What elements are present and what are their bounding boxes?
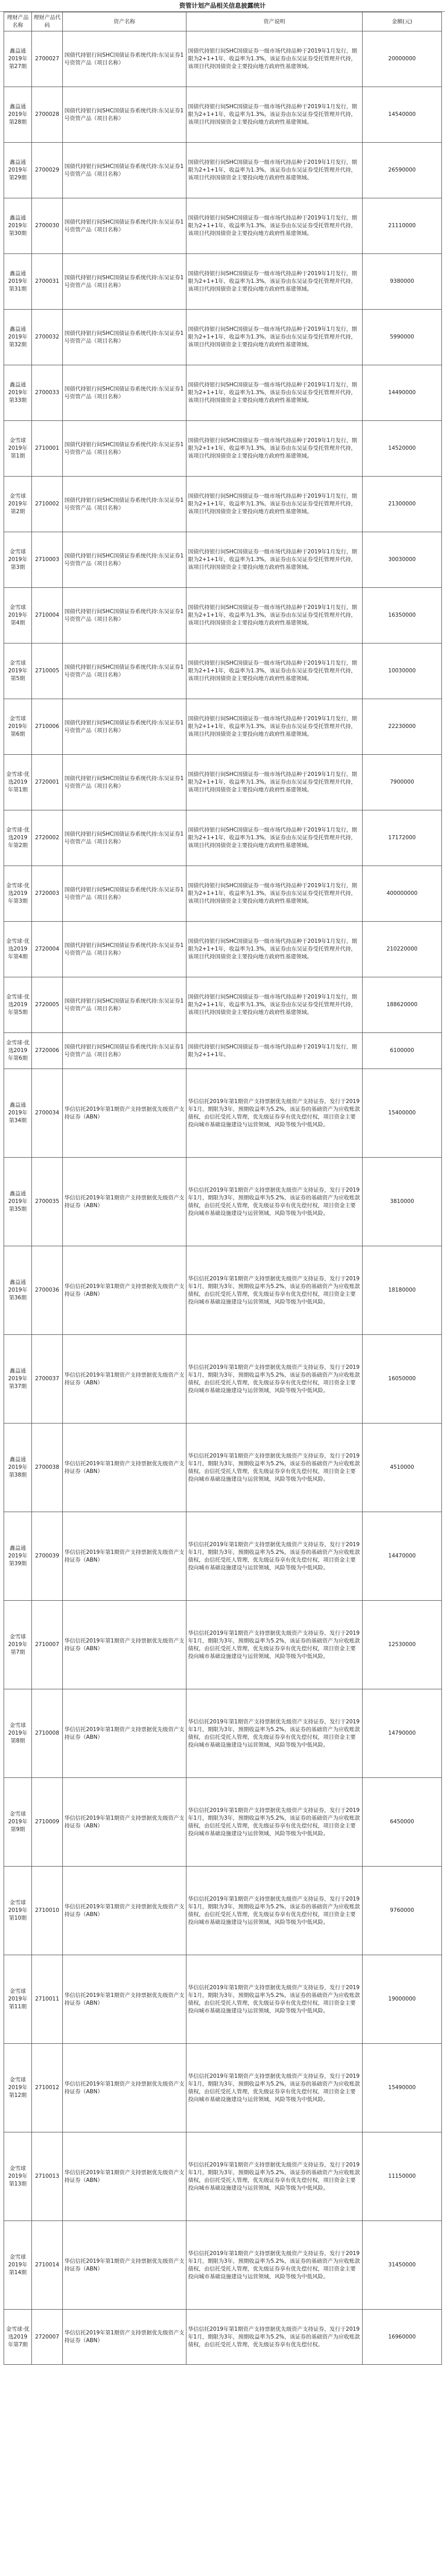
product-code-cell: 2700028 xyxy=(32,87,63,143)
amount-cell: 9380000 xyxy=(363,254,442,310)
asset-name-cell: 国债代持银行间SHC国债证券系统代持:东吴证券1号资管产品（项目名称） xyxy=(63,1033,186,1069)
asset-name-cell: 国债代持银行间SHC国债证券系统代持:东吴证券1号资管产品（项目名称） xyxy=(63,866,186,922)
asset-description-cell: 华信信托2019年第1期资产支持票据优先级资产支持证券，发行于2019年1月，期限为3年，预期收益率为5.2%，该证券的基础资产为应收账款债权，由信托受托人管理，优先级证券享有优先偿付权，项目资金主要投向城市基础设施建设与运营领域，风险等级为中低风险。 xyxy=(186,1335,363,1423)
asset-name-cell: 国债代持银行间SHC国债证券系统代持:东吴证券1号资管产品（项目名称） xyxy=(63,365,186,421)
amount-cell: 15490000 xyxy=(363,2044,442,2132)
product-name-cell: 鑫益通2019年第38期 xyxy=(4,1423,32,1512)
table-row xyxy=(4,699,442,755)
asset-description-cell: 国债代持银行间SHC国债证券一级市场代持品种于2019年1月发行，期限为2+1+1年，收益率为1.3%，该证券由东吴证券受托管理并代持，该项目代持国债资金主要投向地方政府性基建领域。 xyxy=(186,977,363,1033)
amount-cell: 14540000 xyxy=(363,87,442,143)
table-row xyxy=(4,2221,442,2310)
product-code-cell: 2710009 xyxy=(32,1778,63,1867)
asset-name-cell: 华信信托2019年第1期资产支持票据优先级资产支持证券（ABN） xyxy=(63,1335,186,1423)
asset-description-cell: 国债代持银行间SHC国债证券一级市场代持品种于2019年1月发行，期限为2+1+1年，收益率为1.3%，该证券由东吴证券受托管理并代持，该项目代持国债资金主要投向地方政府性基建领域。 xyxy=(186,310,363,365)
asset-description-cell: 华信信托2019年第1期资产支持票据优先级资产支持证券，发行于2019年1月，期限为3年，预期收益率为5.2%，该证券的基础资产为应收账款债权，由信托受托人管理，优先级证券享有优先偿付权，项目资金主要投向城市基础设施建设与运营领域，风险等级为中低风险。 xyxy=(186,1069,363,1158)
asset-name-cell: 华信信托2019年第1期资产支持票据优先级资产支持证券（ABN） xyxy=(63,1778,186,1867)
product-code-cell: 2710007 xyxy=(32,1601,63,1689)
product-name-cell: 金雪球2019年第3期 xyxy=(4,532,32,588)
product-name-cell: 金雪球2019年第14期 xyxy=(4,2221,32,2310)
table-row xyxy=(4,643,442,699)
product-name-cell: 金雪球2019年第5期 xyxy=(4,643,32,699)
table-row xyxy=(4,2044,442,2132)
product-name-cell: 金雪球2019年第4期 xyxy=(4,588,32,643)
table-row xyxy=(4,866,442,922)
amount-cell: 15400000 xyxy=(363,1069,442,1158)
column-header-product-name: 理财产品名称 xyxy=(4,12,32,31)
amount-cell: 30030000 xyxy=(363,532,442,588)
asset-name-cell: 国债代持银行间SHC国债证券系统代持:东吴证券1号资管产品（项目名称） xyxy=(63,922,186,977)
asset-name-cell: 国债代持银行间SHC国债证券系统代持:东吴证券1号资管产品（项目名称） xyxy=(63,87,186,143)
asset-name-cell: 国债代持银行间SHC国债证券系统代持:东吴证券1号资管产品（项目名称） xyxy=(63,254,186,310)
asset-name-cell: 国债代持银行间SHC国债证券系统代持:东吴证券1号资管产品（项目名称） xyxy=(63,532,186,588)
asset-name-cell: 国债代持银行间SHC国债证券系统代持:东吴证券1号资管产品（项目名称） xyxy=(63,421,186,477)
product-code-cell: 2710003 xyxy=(32,532,63,588)
asset-description-cell: 国债代持银行间SHC国债证券一级市场代持品种于2019年1月发行，期限为2+1+1年，收益率为1.3%，该证券由东吴证券受托管理并代持，该项目代持国债资金主要投向地方政府性基建领域。 xyxy=(186,810,363,866)
asset-name-cell: 国债代持银行间SHC国债证券系统代持:东吴证券1号资管产品（项目名称） xyxy=(63,477,186,532)
asset-name-cell: 华信信托2019年第1期资产支持票据优先级资产支持证券（ABN） xyxy=(63,1601,186,1689)
asset-description-cell: 国债代持银行间SHC国债证券一级市场代持品种于2019年1月发行，期限为2+1+1年，收益率为1.3%，该证券由东吴证券受托管理并代持，该项目代持国债资金主要投向地方政府性基建领域。 xyxy=(186,643,363,699)
amount-cell: 19000000 xyxy=(363,1955,442,2044)
asset-table xyxy=(4,12,442,2365)
asset-name-cell: 国债代持银行间SHC国债证券系统代持:东吴证券1号资管产品（项目名称） xyxy=(63,198,186,254)
column-header-asset-name: 资产名称 xyxy=(63,12,186,31)
product-name-cell: 金雪球2019年第2期 xyxy=(4,477,32,532)
asset-name-cell: 国债代持银行间SHC国债证券系统代持:东吴证券1号资管产品（项目名称） xyxy=(63,699,186,755)
amount-cell: 6100000 xyxy=(363,1033,442,1069)
amount-cell: 14790000 xyxy=(363,1689,442,1778)
product-code-cell: 2720005 xyxy=(32,977,63,1033)
asset-name-cell: 华信信托2019年第1期资产支持票据优先级资产支持证券（ABN） xyxy=(63,1689,186,1778)
page-title: 资管计划产品相关信息披露统计 xyxy=(0,0,445,12)
product-code-cell: 2700037 xyxy=(32,1335,63,1423)
product-code-cell: 2720004 xyxy=(32,922,63,977)
asset-description-cell: 华信信托2019年第1期资产支持票据优先级资产支持证券，发行于2019年1月，期限为3年，预期收益率为5.2%，该证券的基础资产为应收账款债权，由信托受托人管理，优先级证券享有优先偿付权，项目资金主要投向城市基础设施建设与运营领域，风险等级为中低风险。 xyxy=(186,1158,363,1246)
amount-cell: 31450000 xyxy=(363,2221,442,2310)
amount-cell: 21110000 xyxy=(363,198,442,254)
amount-cell: 16050000 xyxy=(363,1335,442,1423)
product-name-cell: 鑫益通2019年第29期 xyxy=(4,143,32,198)
product-code-cell: 2700036 xyxy=(32,1246,63,1335)
table-row xyxy=(4,1512,442,1601)
product-code-cell: 2720002 xyxy=(32,810,63,866)
asset-name-cell: 华信信托2019年第1期资产支持票据优先级资产支持证券（ABN） xyxy=(63,1955,186,2044)
asset-description-cell: 华信信托2019年第1期资产支持票据优先级资产支持证券，发行于2019年1月，期限为3年，预期收益率为5.2%，该证券的基础资产为应收账款债权，由信托受托人管理，优先级证券享有优先偿付权，项目资金主要投向城市基础设施建设与运营领域，风险等级为中低风险。 xyxy=(186,1246,363,1335)
product-code-cell: 2700027 xyxy=(32,31,63,87)
table-row xyxy=(4,2132,442,2221)
asset-name-cell: 华信信托2019年第1期资产支持票据优先级资产支持证券（ABN） xyxy=(63,1512,186,1601)
product-name-cell: 金雪球·优选2019年第1期 xyxy=(4,755,32,810)
asset-description-cell: 华信信托2019年第1期资产支持票据优先级资产支持证券，发行于2019年1月，期限为3年，预期收益率为5.2%，该证券的基础资产为应收账款债权，由信托受托人管理，优先级证券享有优先偿付权，项目资金主要投向城市基础设施建设与运营领域，风险等级为中低风险。 xyxy=(186,1689,363,1778)
asset-name-cell: 华信信托2019年第1期资产支持票据优先级资产支持证券（ABN） xyxy=(63,1158,186,1246)
table-row xyxy=(4,1423,442,1512)
asset-description-cell: 国债代持银行间SHC国债证券一级市场代持品种于2019年1月发行，期限为2+1+1年，收益率为1.3%，该证券由东吴证券受托管理并代持，该项目代持国债资金主要投向地方政府性基建领域。 xyxy=(186,922,363,977)
product-code-cell: 2720006 xyxy=(32,1033,63,1069)
product-code-cell: 2710010 xyxy=(32,1867,63,1955)
table-row xyxy=(4,1867,442,1955)
asset-description-cell: 华信信托2019年第1期资产支持票据优先级资产支持证券，发行于2019年1月，期限为3年，预期收益率为5.2%，该证券的基础资产为应收账款债权，由信托受托人管理，优先级证券享有优先偿付权，项目资金主要投向城市基础设施建设与运营领域，风险等级为中低风险。 xyxy=(186,1512,363,1601)
amount-cell: 16960000 xyxy=(363,2310,442,2365)
product-name-cell: 金雪球2019年第8期 xyxy=(4,1689,32,1778)
product-code-cell: 2720001 xyxy=(32,755,63,810)
column-header-amount: 金额(元) xyxy=(363,12,442,31)
amount-cell: 188620000 xyxy=(363,977,442,1033)
product-code-cell: 2710005 xyxy=(32,643,63,699)
table-row xyxy=(4,1033,442,1069)
amount-cell: 14490000 xyxy=(363,365,442,421)
asset-name-cell: 华信信托2019年第1期资产支持票据优先级资产支持证券（ABN） xyxy=(63,1867,186,1955)
table-row xyxy=(4,254,442,310)
product-code-cell: 2700039 xyxy=(32,1512,63,1601)
asset-name-cell: 华信信托2019年第1期资产支持票据优先级资产支持证券（ABN） xyxy=(63,2044,186,2132)
product-name-cell: 鑫益通2019年第35期 xyxy=(4,1158,32,1246)
product-code-cell: 2710002 xyxy=(32,477,63,532)
product-name-cell: 鑫益通2019年第31期 xyxy=(4,254,32,310)
asset-name-cell: 国债代持银行间SHC国债证券系统代持:东吴证券1号资管产品（项目名称） xyxy=(63,31,186,87)
asset-description-cell: 华信信托2019年第1期资产支持票据优先级资产支持证券，发行于2019年1月，期限为3年，预期收益率为5.2%，该证券的基础资产为应收账款债权，由信托受托人管理，优先级证券享有优先偿付权。 xyxy=(186,2310,363,2365)
asset-description-cell: 国债代持银行间SHC国债证券一级市场代持品种于2019年1月发行，期限为2+1+1年，收益率为1.3%，该证券由东吴证券受托管理并代持，该项目代持国债资金主要投向地方政府性基建领域。 xyxy=(186,87,363,143)
amount-cell: 16350000 xyxy=(363,588,442,643)
table-row xyxy=(4,477,442,532)
table-row xyxy=(4,1778,442,1867)
table-header-row xyxy=(4,12,442,31)
amount-cell: 14470000 xyxy=(363,1512,442,1601)
product-name-cell: 鑫益通2019年第37期 xyxy=(4,1335,32,1423)
product-name-cell: 鑫益通2019年第32期 xyxy=(4,310,32,365)
product-code-cell: 2710014 xyxy=(32,2221,63,2310)
asset-description-cell: 华信信托2019年第1期资产支持票据优先级资产支持证券，发行于2019年1月，期限为3年，预期收益率为5.2%，该证券的基础资产为应收账款债权，由信托受托人管理，优先级证券享有优先偿付权，项目资金主要投向城市基础设施建设与运营领域，风险等级为中低风险。 xyxy=(186,1867,363,1955)
asset-description-cell: 华信信托2019年第1期资产支持票据优先级资产支持证券，发行于2019年1月，期限为3年，预期收益率为5.2%，该证券的基础资产为应收账款债权，由信托受托人管理，优先级证券享有优先偿付权，项目资金主要投向城市基础设施建设与运营领域，风险等级为中低风险。 xyxy=(186,2221,363,2310)
asset-name-cell: 国债代持银行间SHC国债证券系统代持:东吴证券1号资管产品（项目名称） xyxy=(63,755,186,810)
product-name-cell: 金雪球2019年第12期 xyxy=(4,2044,32,2132)
table-row xyxy=(4,143,442,198)
amount-cell: 10030000 xyxy=(363,643,442,699)
table-row xyxy=(4,2310,442,2365)
asset-description-cell: 国债代持银行间SHC国债证券一级市场代持品种于2019年1月发行，期限为2+1+1年，收益率为1.3%，该证券由东吴证券受托管理并代持，该项目代持国债资金主要投向地方政府性基建领域。 xyxy=(186,421,363,477)
table-row xyxy=(4,532,442,588)
table-row xyxy=(4,365,442,421)
product-code-cell: 2700038 xyxy=(32,1423,63,1512)
asset-description-cell: 国债代持银行间SHC国债证券一级市场代持品种于2019年1月发行，期限为2+1+1年，收益率为1.3%，该证券由东吴证券受托管理并代持，该项目代持国债资金主要投向地方政府性基建领域。 xyxy=(186,365,363,421)
product-code-cell: 2710004 xyxy=(32,588,63,643)
asset-name-cell: 国债代持银行间SHC国债证券系统代持:东吴证券1号资管产品（项目名称） xyxy=(63,977,186,1033)
asset-name-cell: 华信信托2019年第1期资产支持票据优先级资产支持证券（ABN） xyxy=(63,1246,186,1335)
asset-name-cell: 国债代持银行间SHC国债证券系统代持:东吴证券1号资管产品（项目名称） xyxy=(63,810,186,866)
amount-cell: 14520000 xyxy=(363,421,442,477)
product-name-cell: 金雪球·优选2019年第4期 xyxy=(4,922,32,977)
product-name-cell: 金雪球·优选2019年第6期 xyxy=(4,1033,32,1069)
product-code-cell: 2700030 xyxy=(32,198,63,254)
table-row xyxy=(4,198,442,254)
amount-cell: 5990000 xyxy=(363,310,442,365)
column-header-product-code: 理财产品代码 xyxy=(32,12,63,31)
table-body xyxy=(4,31,442,2365)
product-name-cell: 金雪球2019年第7期 xyxy=(4,1601,32,1689)
amount-cell: 7900000 xyxy=(363,755,442,810)
asset-name-cell: 华信信托2019年第1期资产支持票据优先级资产支持证券（ABN） xyxy=(63,1069,186,1158)
product-name-cell: 金雪球2019年第10期 xyxy=(4,1867,32,1955)
table-row xyxy=(4,1158,442,1246)
amount-cell: 6450000 xyxy=(363,1778,442,1867)
product-code-cell: 2710006 xyxy=(32,699,63,755)
table-row xyxy=(4,87,442,143)
asset-description-cell: 国债代持银行间SHC国债证券一级市场代持品种于2019年1月发行，期限为2+1+1年，收益率为1.3%，该证券由东吴证券受托管理并代持，该项目代持国债资金主要投向地方政府性基建领域。 xyxy=(186,755,363,810)
asset-description-cell: 华信信托2019年第1期资产支持票据优先级资产支持证券，发行于2019年1月，期限为3年，预期收益率为5.2%，该证券的基础资产为应收账款债权，由信托受托人管理，优先级证券享有优先偿付权，项目资金主要投向城市基础设施建设与运营领域，风险等级为中低风险。 xyxy=(186,1601,363,1689)
product-name-cell: 金雪球·优选2019年第2期 xyxy=(4,810,32,866)
asset-name-cell: 国债代持银行间SHC国债证券系统代持:东吴证券1号资管产品（项目名称） xyxy=(63,643,186,699)
product-code-cell: 2700034 xyxy=(32,1069,63,1158)
amount-cell: 26590000 xyxy=(363,143,442,198)
asset-description-cell: 国债代持银行间SHC国债证券一级市场代持品种于2019年1月发行，期限为2+1+1年，收益率为1.3%，该证券由东吴证券受托管理并代持，该项目代持国债资金主要投向地方政府性基建领域。 xyxy=(186,477,363,532)
product-code-cell: 2700031 xyxy=(32,254,63,310)
asset-description-cell: 国债代持银行间SHC国债证券一级市场代持品种于2019年1月发行，期限为2+1+1年，收益率为1.3%，该证券由东吴证券受托管理并代持，该项目代持国债资金主要投向地方政府性基建领域。 xyxy=(186,143,363,198)
asset-name-cell: 华信信托2019年第1期资产支持票据优先级资产支持证券（ABN） xyxy=(63,2221,186,2310)
table-row xyxy=(4,310,442,365)
product-code-cell: 2700035 xyxy=(32,1158,63,1246)
table-row xyxy=(4,1955,442,2044)
table-row xyxy=(4,1246,442,1335)
product-code-cell: 2700032 xyxy=(32,310,63,365)
asset-name-cell: 国债代持银行间SHC国债证券系统代持:东吴证券1号资管产品（项目名称） xyxy=(63,310,186,365)
product-name-cell: 鑫益通2019年第30期 xyxy=(4,198,32,254)
table-row xyxy=(4,977,442,1033)
product-name-cell: 金雪球2019年第9期 xyxy=(4,1778,32,1867)
amount-cell: 3810000 xyxy=(363,1158,442,1246)
amount-cell: 12530000 xyxy=(363,1601,442,1689)
amount-cell: 9760000 xyxy=(363,1867,442,1955)
asset-description-cell: 华信信托2019年第1期资产支持票据优先级资产支持证券，发行于2019年1月，期限为3年，预期收益率为5.2%，该证券的基础资产为应收账款债权，由信托受托人管理，优先级证券享有优先偿付权，项目资金主要投向城市基础设施建设与运营领域，风险等级为中低风险。 xyxy=(186,1955,363,2044)
product-name-cell: 金雪球·优选2019年第3期 xyxy=(4,866,32,922)
product-code-cell: 2700029 xyxy=(32,143,63,198)
product-code-cell: 2710001 xyxy=(32,421,63,477)
asset-description-cell: 国债代持银行间SHC国债证券一级市场代持品种于2019年1月发行，期限为2+1+1年。 xyxy=(186,1033,363,1069)
asset-description-cell: 华信信托2019年第1期资产支持票据优先级资产支持证券，发行于2019年1月，期限为3年，预期收益率为5.2%，该证券的基础资产为应收账款债权，由信托受托人管理，优先级证券享有优先偿付权，项目资金主要投向城市基础设施建设与运营领域，风险等级为中低风险。 xyxy=(186,1423,363,1512)
amount-cell: 4510000 xyxy=(363,1423,442,1512)
table-row xyxy=(4,1069,442,1158)
product-code-cell: 2710012 xyxy=(32,2044,63,2132)
product-code-cell: 2710008 xyxy=(32,1689,63,1778)
product-code-cell: 2700033 xyxy=(32,365,63,421)
asset-description-cell: 华信信托2019年第1期资产支持票据优先级资产支持证券，发行于2019年1月，期限为3年，预期收益率为5.2%，该证券的基础资产为应收账款债权，由信托受托人管理，优先级证券享有优先偿付权，项目资金主要投向城市基础设施建设与运营领域，风险等级为中低风险。 xyxy=(186,2044,363,2132)
asset-description-cell: 国债代持银行间SHC国债证券一级市场代持品种于2019年1月发行，期限为2+1+1年，收益率为1.3%，该证券由东吴证券受托管理并代持，该项目代持国债资金主要投向地方政府性基建领域。 xyxy=(186,588,363,643)
product-code-cell: 2710013 xyxy=(32,2132,63,2221)
asset-description-cell: 华信信托2019年第1期资产支持票据优先级资产支持证券，发行于2019年1月，期限为3年，预期收益率为5.2%，该证券的基础资产为应收账款债权，由信托受托人管理，优先级证券享有优先偿付权，项目资金主要投向城市基础设施建设与运营领域，风险等级为中低风险。 xyxy=(186,2132,363,2221)
asset-description-cell: 国债代持银行间SHC国债证券一级市场代持品种于2019年1月发行，期限为2+1+1年，收益率为1.3%，该证券由东吴证券受托管理并代持，该项目代持国债资金主要投向地方政府性基建领域。 xyxy=(186,31,363,87)
asset-name-cell: 国债代持银行间SHC国债证券系统代持:东吴证券1号资管产品（项目名称） xyxy=(63,143,186,198)
product-name-cell: 鑫益通2019年第36期 xyxy=(4,1246,32,1335)
asset-description-cell: 国债代持银行间SHC国债证券一级市场代持品种于2019年1月发行，期限为2+1+1年，收益率为1.3%，该证券由东吴证券受托管理并代持，该项目代持国债资金主要投向地方政府性基建领域。 xyxy=(186,532,363,588)
product-name-cell: 金雪球·优选2019年第5期 xyxy=(4,977,32,1033)
asset-description-cell: 国债代持银行间SHC国债证券一级市场代持品种于2019年1月发行，期限为2+1+1年，收益率为1.3%，该证券由东吴证券受托管理并代持，该项目代持国债资金主要投向地方政府性基建领域。 xyxy=(186,254,363,310)
amount-cell: 22230000 xyxy=(363,699,442,755)
product-name-cell: 金雪球2019年第13期 xyxy=(4,2132,32,2221)
amount-cell: 17172000 xyxy=(363,810,442,866)
product-name-cell: 鑫益通2019年第34期 xyxy=(4,1069,32,1158)
asset-name-cell: 国债代持银行间SHC国债证券系统代持:东吴证券1号资管产品（项目名称） xyxy=(63,588,186,643)
product-name-cell: 金雪球2019年第1期 xyxy=(4,421,32,477)
table-row xyxy=(4,1601,442,1689)
table-row xyxy=(4,1689,442,1778)
amount-cell: 21300000 xyxy=(363,477,442,532)
product-name-cell: 鑫益通2019年第39期 xyxy=(4,1512,32,1601)
product-name-cell: 鑫益通2019年第28期 xyxy=(4,87,32,143)
product-code-cell: 2720007 xyxy=(32,2310,63,2365)
product-name-cell: 金雪球2019年第6期 xyxy=(4,699,32,755)
table-row xyxy=(4,1335,442,1423)
product-code-cell: 2720003 xyxy=(32,866,63,922)
product-name-cell: 鑫益通2019年第27期 xyxy=(4,31,32,87)
asset-description-cell: 国债代持银行间SHC国债证券一级市场代持品种于2019年1月发行，期限为2+1+1年，收益率为1.3%，该证券由东吴证券受托管理并代持，该项目代持国债资金主要投向地方政府性基建领域。 xyxy=(186,198,363,254)
amount-cell: 400000000 xyxy=(363,866,442,922)
amount-cell: 18180000 xyxy=(363,1246,442,1335)
product-name-cell: 鑫益通2019年第33期 xyxy=(4,365,32,421)
table-row xyxy=(4,588,442,643)
amount-cell: 20000000 xyxy=(363,31,442,87)
asset-name-cell: 华信信托2019年第1期资产支持票据优先级资产支持证券（ABN） xyxy=(63,2310,186,2365)
table-row xyxy=(4,810,442,866)
table-row xyxy=(4,922,442,977)
asset-name-cell: 华信信托2019年第1期资产支持票据优先级资产支持证券（ABN） xyxy=(63,1423,186,1512)
asset-description-cell: 华信信托2019年第1期资产支持票据优先级资产支持证券，发行于2019年1月，期限为3年，预期收益率为5.2%，该证券的基础资产为应收账款债权，由信托受托人管理，优先级证券享有优先偿付权，项目资金主要投向城市基础设施建设与运营领域，风险等级为中低风险。 xyxy=(186,1778,363,1867)
asset-name-cell: 华信信托2019年第1期资产支持票据优先级资产支持证券（ABN） xyxy=(63,2132,186,2221)
amount-cell: 11150000 xyxy=(363,2132,442,2221)
product-code-cell: 2710011 xyxy=(32,1955,63,2044)
table-row xyxy=(4,755,442,810)
product-name-cell: 金雪球2019年第11期 xyxy=(4,1955,32,2044)
table-row xyxy=(4,31,442,87)
product-name-cell: 金雪球·优选2019年第7期 xyxy=(4,2310,32,2365)
amount-cell: 210220000 xyxy=(363,922,442,977)
column-header-asset-description: 资产说明 xyxy=(186,12,363,31)
asset-description-cell: 国债代持银行间SHC国债证券一级市场代持品种于2019年1月发行，期限为2+1+1年，收益率为1.3%，该证券由东吴证券受托管理并代持，该项目代持国债资金主要投向地方政府性基建领域。 xyxy=(186,866,363,922)
table-row xyxy=(4,421,442,477)
asset-description-cell: 国债代持银行间SHC国债证券一级市场代持品种于2019年1月发行，期限为2+1+1年，收益率为1.3%，该证券由东吴证券受托管理并代持，该项目代持国债资金主要投向地方政府性基建领域。 xyxy=(186,699,363,755)
